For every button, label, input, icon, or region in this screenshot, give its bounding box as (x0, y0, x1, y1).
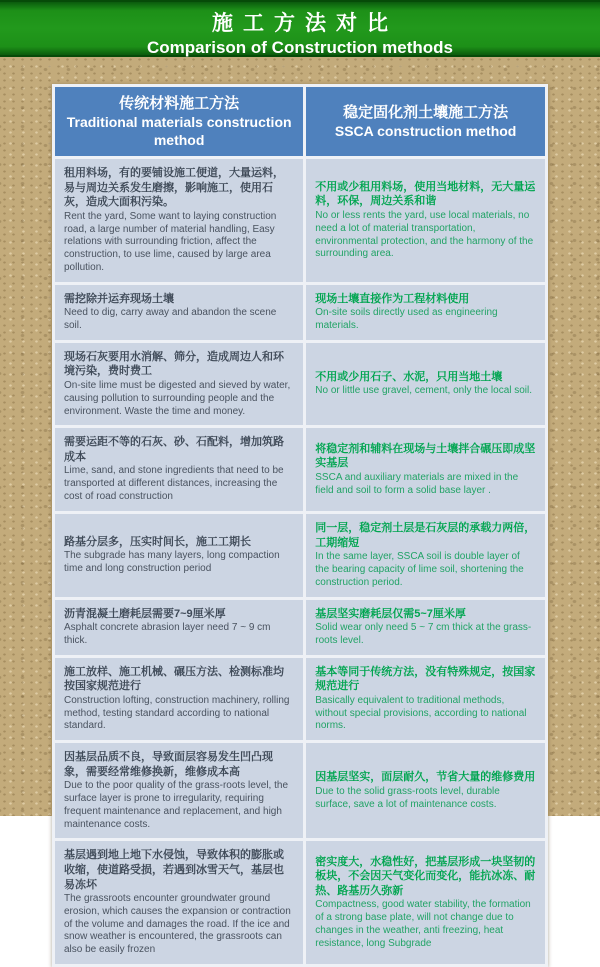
traditional-cell (55, 343, 303, 425)
ssca-cell (306, 428, 545, 510)
table-row (55, 159, 545, 282)
ssca-cell (306, 285, 545, 340)
cell-text-zh: 基本等同于传统方法，没有特殊规定，按国家规范进行 (315, 665, 536, 693)
cell-text-zh: 不用或少用石子、水泥，只用当地土壤 (315, 370, 503, 383)
cell-text-zh: 密实度大，水稳性好，把基层形成一块坚韧的板块，不会因天气变化而变化，能抗冰冻、耐热、路基历久弥新 (315, 855, 536, 897)
cell-text-en: Lime, sand, and stone ingredients that need to be transported at different distances, increasing the cost of road construction (64, 465, 284, 502)
header-ssca (306, 87, 545, 156)
ssca-cell (306, 743, 545, 838)
table-row (55, 428, 545, 510)
header-traditional-en: Traditional materials construction method (66, 114, 292, 148)
cell-text-zh: 基层遇到地上地下水侵蚀，导致体积的膨胀或收缩，使道路受损，若遇到冰雪天气，基层也易冻坏 (64, 849, 284, 891)
page-title-zh: 施工方法对比 (212, 12, 398, 35)
header-ssca-en: SSCA construction method (334, 123, 517, 139)
traditional-cell (55, 428, 303, 510)
cell-text-en: In the same layer, SSCA soil is double layer of the bearing capacity of lime soil, shortening the construction period. (315, 551, 524, 588)
traditional-cell (55, 841, 303, 964)
cell-text-en: The grassroots encounter groundwater ground erosion, which causes the expansion or contraction of the volume and damages the road. If the ice and snow weather is encountered, the grassroots can also be easily frozen (64, 893, 291, 956)
ssca-cell (306, 514, 545, 597)
traditional-cell (55, 658, 303, 740)
cell-text-zh: 基层坚实磨耗层仅需5~7厘米厚 (315, 607, 466, 620)
cell-text-zh: 需挖除并运弃现场土壤 (64, 292, 174, 305)
table-row (55, 343, 545, 425)
traditional-cell (55, 159, 303, 282)
traditional-cell (55, 285, 303, 340)
cell-text-en: Construction lofting, construction machinery, rolling method, testing standard according to national standard. (64, 694, 290, 732)
cell-text-en: On-site soils directly used as engineering materials. (315, 307, 498, 332)
cell-text-en: Due to the solid grass-roots level, durable surface, save a lot of maintenance costs. (315, 785, 500, 810)
cell-text-zh: 施工放样、施工机械、碾压方法、检测标准均按国家规范进行 (64, 665, 284, 693)
cell-text-zh: 不用或少租用料场，使用当地材料，无大量运料，环保，周边关系和谐 (315, 180, 536, 208)
cell-text-en: Need to dig, carry away and abandon the scene soil. (64, 307, 277, 332)
cell-text-zh: 现场土壤直接作为工程材料使用 (315, 292, 470, 305)
ssca-cell (306, 658, 545, 740)
cell-text-zh: 因基层坚实，面层耐久，节省大量的维修费用 (315, 771, 536, 784)
cell-text-zh: 沥青混凝土磨耗层需要7~9厘米厚 (64, 607, 226, 620)
cell-text-zh: 租用料场，有的要铺设施工便道，大量运料，易与周边关系发生磨擦，影响施工，使用石灰，造成大面积污染。 (64, 167, 284, 209)
table-row (55, 743, 545, 838)
header-traditional-zh: 传统材料施工方法 (119, 95, 240, 112)
title-banner (0, 0, 600, 57)
cell-text-zh: 路基分层多，压实时间长，施工工期长 (64, 535, 251, 548)
cell-text-en: Solid wear only need 5 ~ 7 cm thick at the grass-roots level. (315, 622, 532, 647)
table-row (55, 841, 545, 964)
table-row (55, 658, 545, 740)
ssca-cell (306, 600, 545, 655)
traditional-cell (55, 743, 303, 838)
cell-text-en: No or less rents the yard, use local materials, no need a lot of material transportation, environmental protection, and the harmony of the surrounding area. (315, 209, 534, 260)
cell-text-zh: 将稳定剂和辅料在现场与土壤拌合碾压即成坚实基层 (315, 442, 536, 470)
table-header-row (55, 87, 545, 156)
cell-text-zh: 现场石灰要用水消解、筛分，造成周边人和环境污染，费时费工 (64, 350, 284, 378)
cell-text-en: Rent the yard, Some want to laying construction road, a large number of material handling, Easy relations with surrounding friction, affect the construction, to use lime, caused by large area pollution. (64, 210, 277, 273)
table-row (55, 514, 545, 597)
cell-text-zh: 因基层品质不良，导致面层容易发生凹凸现象，需要经常维修换新，维修成本高 (64, 751, 273, 778)
cell-text-en: The subgrade has many layers, long compaction time and long construction period (64, 550, 280, 574)
ssca-cell (306, 841, 545, 964)
traditional-cell (55, 514, 303, 597)
header-traditional (55, 87, 303, 156)
page-title-en: Comparison of Construction methods (147, 38, 453, 57)
cell-text-en: SSCA and auxiliary materials are mixed in the field and soil to form a solid base layer . (315, 471, 519, 496)
cell-text-en: On-site lime must be digested and sieved by water, causing pollution to surrounding people and the environment. Waste the time and money. (64, 379, 291, 417)
ssca-cell (306, 343, 545, 425)
cell-text-en: No or little use gravel, cement, only the local soil. (315, 385, 533, 397)
cell-text-en: Due to the poor quality of the grass-roots level, the surface layer is prone to irregularity, requiring frequent maintenance and replacement, and high maintenance costs. (64, 780, 289, 830)
traditional-cell (55, 600, 303, 655)
cell-text-en: Compactness, good water stability, the formation of a strong base plate, will not change due to changes in the weather, anti freezing, heat resistance, long Subgrade (315, 899, 531, 949)
comparison-table (52, 84, 548, 967)
ssca-cell (306, 159, 545, 282)
cell-text-zh: 同一层，稳定剂土层是石灰层的承载力两倍，工期缩短 (315, 522, 536, 549)
cell-text-zh: 需要运距不等的石灰、砂、石配料，增加筑路成本 (64, 436, 284, 463)
cell-text-en: Asphalt concrete abrasion layer need 7 ~ 9 cm thick. (64, 622, 271, 647)
table-row (55, 285, 545, 340)
header-ssca-zh: 稳定固化剂土壤施工方法 (343, 103, 509, 121)
table-row (55, 600, 545, 655)
cell-text-en: Basically equivalent to traditional methods, without special provisions, according to national norms. (315, 694, 527, 732)
